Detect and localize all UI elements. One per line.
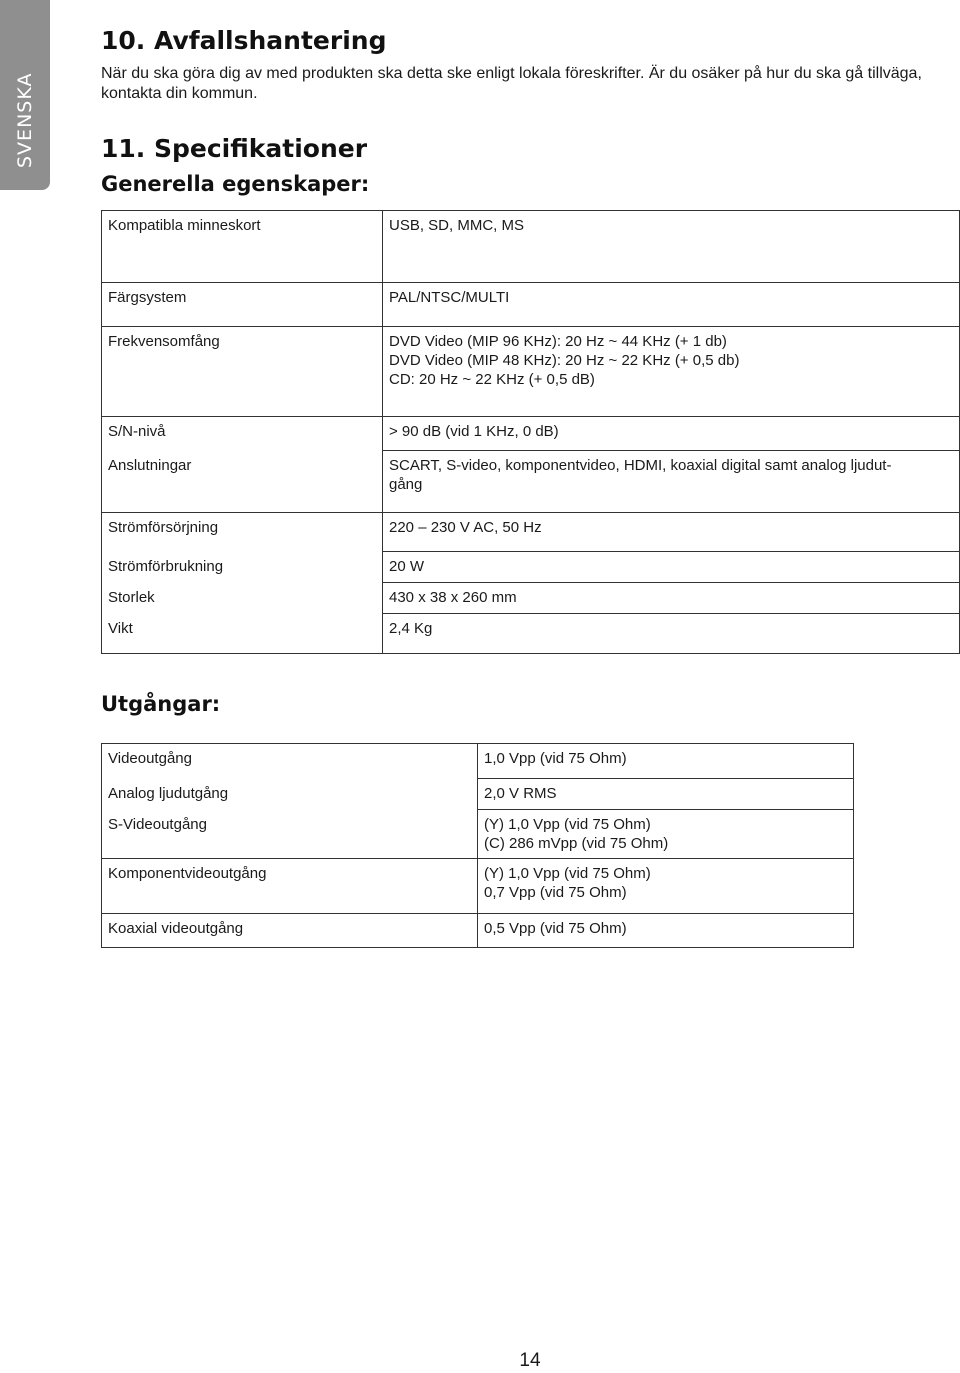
output-value: (Y) 1,0 Vpp (vid 75 Ohm) (C) 286 mVpp (vid 75 Ohm) [478, 810, 854, 859]
spec-value: DVD Video (MIP 96 KHz): 20 Hz ~ 44 KHz (+ 1 db) DVD Video (MIP 48 KHz): 20 Hz ~ 22 KHz (+ 0,5 db) CD: 20 Hz ~ 22 KHz (+ 0,5 dB) [383, 327, 960, 417]
section-11-title: 11. Specifikationer [101, 134, 368, 163]
output-value: 2,0 V RMS [478, 779, 854, 810]
output-value: (Y) 1,0 Vpp (vid 75 Ohm) 0,7 Vpp (vid 75 Ohm) [478, 859, 854, 914]
spec-value: 220 – 230 V AC, 50 Hz [383, 513, 960, 552]
spec-label: Strömförsörjning [102, 513, 383, 552]
spec-value: USB, SD, MMC, MS [383, 211, 960, 283]
table-row [102, 614, 960, 654]
table-row [102, 451, 960, 513]
table-row [102, 552, 960, 583]
spec-label: Vikt [102, 614, 383, 654]
outputs-heading: Utgångar: [101, 692, 221, 716]
spec-label: Anslutningar [102, 451, 383, 513]
output-value: 1,0 Vpp (vid 75 Ohm) [478, 744, 854, 779]
spec-value: 430 x 38 x 260 mm [383, 583, 960, 614]
spec-label: S/N-nivå [102, 417, 383, 451]
spec-label: Kompatibla minneskort [102, 211, 383, 283]
table-row [102, 417, 960, 451]
spec-value: 20 W [383, 552, 960, 583]
page-number: 14 [519, 1350, 541, 1371]
output-value: 0,5 Vpp (vid 75 Ohm) [478, 914, 854, 948]
spec-value: 2,4 Kg [383, 614, 960, 654]
spec-value: SCART, S-video, komponentvideo, HDMI, koaxial digital samt analog ljudut- gång [383, 451, 960, 513]
general-specs-table [101, 210, 960, 654]
section-10-text: När du ska göra dig av med produkten ska detta ske enligt lokala föreskrifter. Är du osäker på hur du ska gå tillväga, kontakta din kommun. [101, 65, 922, 102]
spec-label: Frekvensomfång [102, 327, 383, 417]
language-tab-label: SVENSKA [14, 72, 36, 168]
general-properties-heading: Generella egenskaper: [101, 172, 370, 196]
spec-label: Färgsystem [102, 283, 383, 327]
output-label: Koaxial videoutgång [102, 914, 478, 948]
table-row [102, 810, 854, 859]
language-tab [0, 0, 50, 190]
spec-value: > 90 dB (vid 1 KHz, 0 dB) [383, 417, 960, 451]
section-10-title: 10. Avfallshantering [101, 26, 387, 55]
table-row [102, 583, 960, 614]
table-row [102, 914, 854, 948]
table-row [102, 283, 960, 327]
outputs-table [101, 743, 854, 948]
output-label: S-Videoutgång [102, 810, 478, 859]
table-row [102, 327, 960, 417]
spec-label: Storlek [102, 583, 383, 614]
table-row [102, 859, 854, 914]
output-label: Analog ljudutgång [102, 779, 478, 810]
table-row [102, 744, 854, 779]
spec-label: Strömförbrukning [102, 552, 383, 583]
output-label: Komponentvideoutgång [102, 859, 478, 914]
table-row [102, 779, 854, 810]
spec-value: PAL/NTSC/MULTI [383, 283, 960, 327]
table-row [102, 211, 960, 283]
output-label: Videoutgång [102, 744, 478, 779]
table-row [102, 513, 960, 552]
